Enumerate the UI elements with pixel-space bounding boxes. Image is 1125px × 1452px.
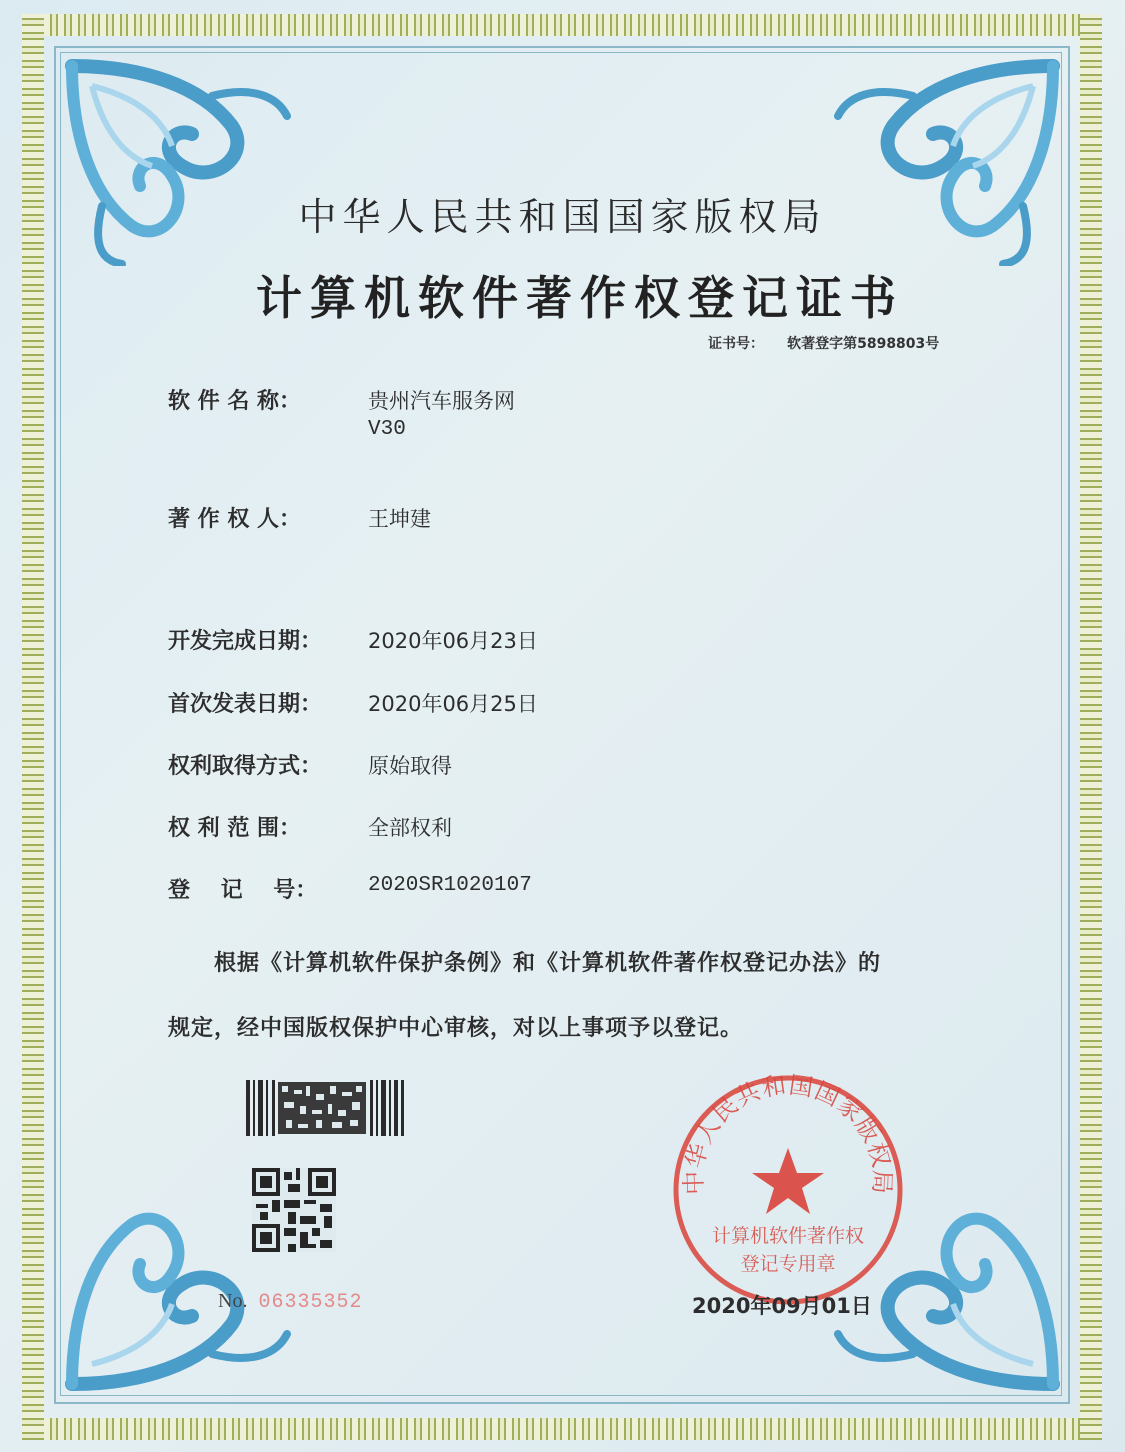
certificate-number-label: 证书号： <box>708 336 764 352</box>
serial-number <box>218 1290 363 1314</box>
certificate-number-value: 软著登字第5898803号 <box>787 336 940 352</box>
issue-date: 2020年09月01日 <box>692 1294 872 1318</box>
seal-outer-text: 中华人民共和国国家版权局 <box>679 1070 897 1196</box>
owner-value: 王坤建 <box>368 507 431 531</box>
acquisition-value: 原始取得 <box>368 754 452 778</box>
certificate-number <box>708 333 939 353</box>
seal-inner-line-1: 计算机软件著作权 <box>711 1225 865 1247</box>
registration-value: 2020SR1020107 <box>368 874 532 897</box>
serial-number-label: No. <box>218 1290 248 1312</box>
software-name-value: 贵州汽车服务网 <box>368 389 515 413</box>
qr-code <box>252 1168 336 1252</box>
registration-label: 登 记 号： <box>168 878 318 903</box>
pub-date-label: 首次发表日期： <box>168 692 323 717</box>
dev-date-value: 2020年06月23日 <box>368 629 538 653</box>
statement-line-1: 根据《计算机软件保护条例》和《计算机软件著作权登记办法》的 <box>214 951 882 976</box>
issuing-authority: 中华人民共和国国家版权局 <box>298 195 827 239</box>
certificate-title: 计算机软件著作权登记证书 <box>256 271 904 325</box>
serial-number-value: 06335352 <box>258 1291 363 1314</box>
software-name-label: 软 件 名 称： <box>168 389 301 414</box>
scope-label: 权 利 范 围： <box>168 816 301 841</box>
owner-label: 著 作 权 人： <box>168 507 301 532</box>
star-icon <box>752 1148 824 1214</box>
official-seal <box>668 1070 908 1310</box>
scope-value: 全部权利 <box>368 816 452 840</box>
border-bottom <box>22 1418 1102 1440</box>
software-version: V30 <box>368 418 406 441</box>
statement-line-2: 规定，经中国版权保护中心审核，对以上事项予以登记。 <box>168 1016 744 1041</box>
acquisition-label: 权利取得方式： <box>168 754 323 779</box>
pub-date-value: 2020年06月25日 <box>368 692 538 716</box>
seal-inner-line-2: 登记专用章 <box>740 1253 836 1275</box>
barcode <box>246 1080 404 1136</box>
dev-date-label: 开发完成日期： <box>168 629 323 654</box>
border-top <box>22 14 1102 36</box>
